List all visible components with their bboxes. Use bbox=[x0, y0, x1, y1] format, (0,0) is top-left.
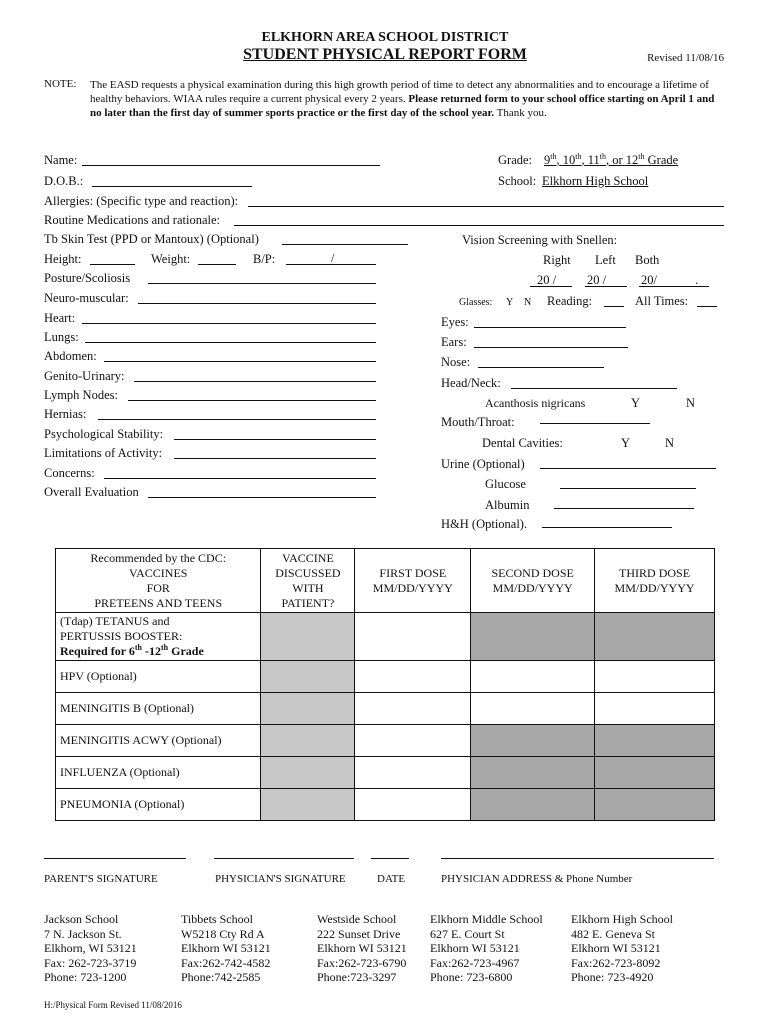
head-neck-label: Head/Neck: bbox=[441, 376, 501, 390]
school-phone: Phone:742-2585 bbox=[181, 970, 261, 984]
weight-field[interactable] bbox=[198, 264, 236, 265]
hh-field[interactable] bbox=[542, 527, 672, 528]
name-label: Name: bbox=[44, 153, 78, 167]
hpv-discussed-cell[interactable] bbox=[261, 661, 355, 693]
grade-word: Grade bbox=[647, 153, 679, 167]
header-first-dose bbox=[355, 549, 471, 613]
influenza-first-dose-cell[interactable] bbox=[355, 757, 471, 789]
date-label: DATE bbox=[377, 873, 406, 885]
genito-field[interactable] bbox=[134, 381, 376, 382]
parent-signature-label: PARENT'S SIGNATURE bbox=[44, 873, 158, 885]
school-phone: Phone:723-3297 bbox=[317, 970, 397, 984]
mouth-throat-field[interactable] bbox=[540, 423, 650, 424]
footer-text: H:/Physical Form Revised 11/08/2016 bbox=[44, 1000, 182, 1010]
header-second-2: MM/DD/YYYY bbox=[492, 580, 573, 595]
abdomen-field[interactable] bbox=[104, 361, 376, 362]
header-disc-3: WITH bbox=[292, 580, 324, 595]
bp-separator: / bbox=[331, 251, 335, 265]
men-acwy-third-dose-cell bbox=[595, 725, 715, 757]
snellen-right-field[interactable] bbox=[530, 286, 572, 287]
school-fax: Fax:262-723-8092 bbox=[571, 955, 661, 970]
note-label: NOTE: bbox=[44, 78, 77, 90]
posture-label: Posture/Scoliosis bbox=[44, 271, 131, 285]
dental-label: Dental Cavities: bbox=[482, 436, 563, 450]
glucose-field[interactable] bbox=[560, 488, 696, 489]
name-field[interactable] bbox=[82, 165, 380, 166]
tdap-first-dose-cell[interactable] bbox=[355, 613, 471, 661]
heart-field[interactable] bbox=[82, 323, 376, 324]
neuro-label: Neuro-muscular: bbox=[44, 291, 129, 305]
concerns-field[interactable] bbox=[104, 478, 376, 479]
routine-meds-label: Routine Medications and rationale: bbox=[44, 213, 220, 227]
urine-field[interactable] bbox=[540, 468, 716, 469]
header-second-1: SECOND DOSE bbox=[491, 565, 574, 580]
school-name: Elkhorn High School bbox=[571, 912, 673, 926]
posture-field[interactable] bbox=[148, 283, 376, 284]
revised-date: Revised 11/08/16 bbox=[647, 52, 724, 64]
tdap-line-3 bbox=[60, 644, 256, 659]
header-disc-4: PATIENT? bbox=[281, 595, 335, 610]
school-jackson bbox=[44, 912, 137, 985]
grade-12-th: th bbox=[638, 151, 645, 161]
hernias-label: Hernias: bbox=[44, 407, 87, 421]
head-neck-field[interactable] bbox=[511, 388, 677, 389]
dental-y[interactable]: Y bbox=[621, 436, 631, 450]
note-bold: Please returned form to your school office starting on April 1 and no later than the first day of summer sports practice or the first day of the school year. bbox=[90, 93, 715, 119]
men-b-label: MENINGITIS B (Optional) bbox=[56, 693, 261, 725]
glasses-n[interactable]: N bbox=[524, 297, 532, 308]
parent-signature-line[interactable] bbox=[44, 858, 186, 859]
table-header-row bbox=[56, 549, 715, 613]
physician-signature-line[interactable] bbox=[214, 858, 354, 859]
physician-address-label: PHYSICIAN ADDRESS & Phone Number bbox=[441, 873, 633, 885]
school-address: 222 Sunset Drive bbox=[317, 926, 401, 941]
tdap-label bbox=[56, 613, 261, 661]
tdap-line-1: (Tdap) TETANUS and bbox=[60, 614, 170, 628]
school-elkhorn-middle bbox=[430, 912, 543, 985]
school-fax: Fax:262-723-4967 bbox=[430, 955, 520, 970]
albumin-label: Albumin bbox=[485, 498, 530, 512]
men-acwy-first-dose-cell[interactable] bbox=[355, 725, 471, 757]
header-third-dose bbox=[595, 549, 715, 613]
tb-test-field[interactable] bbox=[282, 244, 408, 245]
hpv-first-dose-cell[interactable] bbox=[355, 661, 471, 693]
table-row bbox=[56, 789, 715, 821]
lymph-label: Lymph Nodes: bbox=[44, 388, 118, 402]
dental-n[interactable]: N bbox=[665, 436, 675, 450]
snellen-right: 20 / bbox=[537, 273, 557, 287]
grade-or: , or bbox=[606, 153, 623, 167]
ears-label: Ears: bbox=[441, 335, 467, 349]
header-third-2: MM/DD/YYYY bbox=[614, 580, 695, 595]
height-label: Height: bbox=[44, 252, 82, 266]
school-name: Westside School bbox=[317, 912, 397, 926]
grade-options[interactable] bbox=[544, 151, 679, 167]
grade-11: 11 bbox=[587, 153, 600, 167]
snellen-left-field[interactable] bbox=[585, 286, 627, 287]
hpv-third-dose-cell[interactable] bbox=[595, 661, 715, 693]
school-address: W5218 Cty Rd A bbox=[181, 926, 265, 941]
header-cdc-4: PRETEENS AND TEENS bbox=[94, 595, 223, 610]
school-city: Elkhorn WI 53121 bbox=[317, 941, 407, 955]
grade-11-th: th bbox=[599, 151, 606, 161]
reading-field[interactable] bbox=[604, 306, 624, 307]
grade-9: 9 bbox=[544, 153, 551, 167]
eyes-field[interactable] bbox=[474, 327, 626, 328]
district-name: ELKHORN AREA SCHOOL DISTRICT bbox=[261, 30, 509, 45]
acanthosis-y[interactable]: Y bbox=[631, 396, 641, 410]
grade-10: 10 bbox=[562, 153, 576, 167]
acanthosis-label: Acanthosis nigricans bbox=[485, 396, 586, 410]
school-fax: Fax:262-742-4582 bbox=[181, 955, 271, 970]
snellen-both: 20/ bbox=[641, 273, 657, 287]
dob-field[interactable] bbox=[92, 186, 252, 187]
school-city: Elkhorn WI 53121 bbox=[430, 941, 520, 955]
vision-left-label: Left bbox=[595, 253, 616, 267]
school-value: Elkhorn High School bbox=[542, 174, 649, 188]
vaccine-table bbox=[55, 548, 715, 821]
tb-test-label: Tb Skin Test (PPD or Mantoux) (Optional) bbox=[44, 232, 259, 246]
hpv-label: HPV (Optional) bbox=[56, 661, 261, 693]
tdap-third-dose-cell bbox=[595, 613, 715, 661]
men-b-second-dose-cell[interactable] bbox=[471, 693, 595, 725]
table-row bbox=[56, 661, 715, 693]
vision-heading: Vision Screening with Snellen: bbox=[462, 233, 618, 247]
header-second-dose bbox=[471, 549, 595, 613]
tdap-req-a: Required for 6 bbox=[60, 644, 135, 658]
hernias-field[interactable] bbox=[98, 419, 376, 420]
overall-label: Overall Evaluation bbox=[44, 485, 139, 499]
header-cdc-1: Recommended by the CDC: bbox=[90, 550, 227, 565]
tdap-req-d: th bbox=[161, 643, 169, 652]
date-line[interactable] bbox=[371, 858, 409, 859]
school-phone: Phone: 723-1200 bbox=[44, 970, 127, 984]
snellen-left: 20 / bbox=[587, 273, 607, 287]
school-label: School: bbox=[498, 174, 537, 188]
form-title-text: STUDENT PHYSICAL REPORT FORM bbox=[243, 46, 527, 63]
header-cdc bbox=[56, 549, 261, 613]
grade-comma-1: , bbox=[556, 153, 560, 167]
lungs-label: Lungs: bbox=[44, 330, 79, 344]
table-row bbox=[56, 693, 715, 725]
pneumonia-first-dose-cell[interactable] bbox=[355, 789, 471, 821]
routine-meds-field[interactable] bbox=[234, 225, 724, 226]
mouth-throat-label: Mouth/Throat: bbox=[441, 415, 515, 429]
tdap-req-b: th bbox=[134, 643, 143, 652]
influenza-second-dose-cell bbox=[471, 757, 595, 789]
school-name: Jackson School bbox=[44, 912, 119, 926]
weight-label: Weight: bbox=[151, 252, 191, 266]
header-third-1: THIRD DOSE bbox=[619, 565, 691, 580]
school-name: Tibbets School bbox=[181, 912, 253, 926]
snellen-both-field[interactable] bbox=[639, 286, 709, 287]
header-disc-2: DISCUSSED bbox=[275, 565, 341, 580]
school-fax: Fax: 262-723-3719 bbox=[44, 955, 137, 970]
reading-label: Reading: bbox=[547, 294, 593, 308]
school-address: 627 E. Court St bbox=[430, 926, 505, 941]
physician-signature-label: PHYSICIAN'S SIGNATURE bbox=[215, 873, 346, 885]
tdap-discussed-cell[interactable] bbox=[261, 613, 355, 661]
table-row bbox=[56, 757, 715, 789]
grade-label: Grade: bbox=[498, 153, 533, 167]
note-text bbox=[90, 78, 720, 120]
school-phone: Phone: 723-6800 bbox=[430, 970, 513, 984]
ears-field[interactable] bbox=[474, 347, 628, 348]
albumin-field[interactable] bbox=[554, 508, 694, 509]
neuro-field[interactable] bbox=[138, 303, 376, 304]
school-tibbets bbox=[181, 912, 271, 985]
height-field[interactable] bbox=[90, 264, 135, 265]
hh-label: H&H (Optional). bbox=[441, 517, 528, 531]
influenza-discussed-cell[interactable] bbox=[261, 757, 355, 789]
men-b-third-dose-cell[interactable] bbox=[595, 693, 715, 725]
acanthosis-n[interactable]: N bbox=[686, 396, 696, 410]
pneumonia-label: PNEUMONIA (Optional) bbox=[56, 789, 261, 821]
school-fax: Fax:262-723-6790 bbox=[317, 955, 407, 970]
pneumonia-third-dose-cell bbox=[595, 789, 715, 821]
table-row bbox=[56, 725, 715, 757]
header-disc-1: VACCINE bbox=[282, 550, 334, 565]
hpv-second-dose-cell[interactable] bbox=[471, 661, 595, 693]
limitations-field[interactable] bbox=[174, 458, 376, 459]
lymph-field[interactable] bbox=[128, 400, 376, 401]
pneumonia-second-dose-cell bbox=[471, 789, 595, 821]
header-discussed bbox=[261, 549, 355, 613]
school-address: 482 E. Geneva St bbox=[571, 926, 655, 941]
school-city: Elkhorn, WI 53121 bbox=[44, 941, 137, 955]
glasses-y[interactable]: Y bbox=[506, 297, 514, 308]
overall-field[interactable] bbox=[148, 497, 376, 498]
heart-label: Heart: bbox=[44, 311, 76, 325]
grade-10-th: th bbox=[575, 151, 582, 161]
school-phone: Phone: 723-4920 bbox=[571, 970, 654, 984]
vision-both-label: Both bbox=[635, 253, 660, 267]
school-elkhorn-high bbox=[571, 912, 673, 985]
allergies-label: Allergies: (Specific type and reaction): bbox=[44, 194, 239, 208]
dob-label: D.O.B.: bbox=[44, 174, 84, 188]
physician-address-line[interactable] bbox=[441, 858, 714, 859]
header-cdc-3: FOR bbox=[146, 580, 170, 595]
abdomen-label: Abdomen: bbox=[44, 349, 97, 363]
all-times-label: All Times: bbox=[635, 294, 689, 308]
school-westside bbox=[317, 912, 407, 985]
men-b-first-dose-cell[interactable] bbox=[355, 693, 471, 725]
glasses-label: Glasses: bbox=[459, 297, 493, 308]
tdap-req-e: Grade bbox=[168, 644, 204, 658]
note-thanks: Thank you. bbox=[494, 107, 547, 119]
header-cdc-2: VACCINES bbox=[129, 565, 188, 580]
grade-comma-2: , bbox=[581, 153, 585, 167]
influenza-third-dose-cell bbox=[595, 757, 715, 789]
urine-label: Urine (Optional) bbox=[441, 457, 525, 471]
school-city: Elkhorn WI 53121 bbox=[571, 941, 661, 955]
glucose-label: Glucose bbox=[485, 477, 526, 491]
men-acwy-second-dose-cell bbox=[471, 725, 595, 757]
concerns-label: Concerns: bbox=[44, 466, 95, 480]
men-acwy-discussed-cell[interactable] bbox=[261, 725, 355, 757]
eyes-label: Eyes: bbox=[441, 315, 469, 329]
nose-field[interactable] bbox=[478, 367, 604, 368]
nose-label: Nose: bbox=[441, 355, 471, 369]
all-times-field[interactable] bbox=[697, 306, 717, 307]
school-name: Elkhorn Middle School bbox=[430, 912, 543, 926]
psych-field[interactable] bbox=[174, 439, 376, 440]
bp-label: B/P: bbox=[253, 252, 276, 266]
men-acwy-label: MENINGITIS ACWY (Optional) bbox=[56, 725, 261, 757]
tdap-req-c: -12 bbox=[142, 644, 162, 658]
limitations-label: Limitations of Activity: bbox=[44, 446, 163, 460]
header-first-1: FIRST DOSE bbox=[379, 565, 447, 580]
psych-label: Psychological Stability: bbox=[44, 427, 164, 441]
pneumonia-discussed-cell[interactable] bbox=[261, 789, 355, 821]
genito-label: Genito-Urinary: bbox=[44, 369, 125, 383]
school-address: 7 N. Jackson St. bbox=[44, 926, 122, 941]
snellen-dot: . bbox=[695, 273, 699, 287]
lungs-field[interactable] bbox=[85, 342, 376, 343]
vision-right-label: Right bbox=[543, 253, 571, 267]
allergies-field[interactable] bbox=[248, 206, 724, 207]
header-first-2: MM/DD/YYYY bbox=[372, 580, 453, 595]
tdap-second-dose-cell bbox=[471, 613, 595, 661]
school-city: Elkhorn WI 53121 bbox=[181, 941, 271, 955]
tdap-line-2: PERTUSSIS BOOSTER: bbox=[60, 629, 183, 643]
men-b-discussed-cell[interactable] bbox=[261, 693, 355, 725]
table-row bbox=[56, 613, 715, 661]
note-body: The EASD requests a physical examination during this high growth period of time to detect any abnormalities and to encourage a lifetime of healthy behaviors. WIAA rules require a current physical every 2 years. bbox=[90, 79, 709, 105]
influenza-label: INFLUENZA (Optional) bbox=[56, 757, 261, 789]
grade-12: 12 bbox=[625, 153, 639, 167]
grade-9-th: th bbox=[550, 151, 557, 161]
